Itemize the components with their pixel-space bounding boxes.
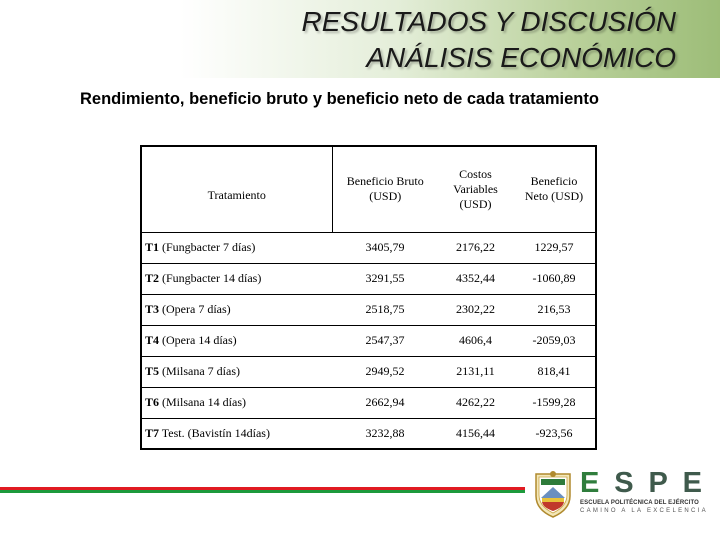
header-costos-line3: (USD): [459, 196, 492, 211]
cell-beneficio-neto: -2059,03: [513, 325, 596, 356]
cell-beneficio-neto: 818,41: [513, 356, 596, 387]
header-costos-line2: Variables: [453, 181, 498, 196]
treatment-name: (Opera 7 días): [159, 302, 231, 316]
header-beneficio-bruto-line1: Beneficio Bruto: [346, 174, 424, 189]
table-row: [141, 356, 596, 387]
row-treatment: [141, 263, 332, 294]
treatment-code: T3: [145, 302, 160, 316]
table-row: [141, 294, 596, 325]
espe-crest-icon: [532, 470, 574, 518]
wordmark-letter: S: [614, 467, 634, 499]
footer-green-stripe: [0, 490, 525, 493]
row-treatment: [141, 418, 332, 449]
header-beneficio-neto-line2: Neto (USD): [524, 189, 584, 204]
table-row: [141, 325, 596, 356]
espe-wordmark: [580, 468, 702, 498]
header-costos-variables: [438, 146, 513, 232]
treatment-code: T6: [145, 395, 160, 409]
row-treatment: [141, 325, 332, 356]
logo-institution-name: ESCUELA POLITÉCNICA DEL EJÉRCITO: [580, 500, 699, 506]
header-costos-line1: Costos: [459, 166, 492, 181]
table-row: [141, 387, 596, 418]
cell-costos-variables: 4156,44: [438, 418, 513, 449]
cell-beneficio-neto: -1060,89: [513, 263, 596, 294]
cell-beneficio-neto: 216,53: [513, 294, 596, 325]
cell-costos-variables: 4262,22: [438, 387, 513, 418]
page-title-line1: RESULTADOS Y DISCUSIÓN: [301, 6, 676, 37]
cell-beneficio-neto: -923,56: [513, 418, 596, 449]
treatment-code: T5: [145, 364, 160, 378]
header-tratamiento: [141, 146, 332, 232]
cell-beneficio-bruto: 3405,79: [332, 232, 438, 263]
treatment-name: (Milsana 7 días): [159, 364, 240, 378]
table-row: [141, 418, 596, 449]
cell-beneficio-neto: 1229,57: [513, 232, 596, 263]
wordmark-letter: P: [648, 467, 668, 499]
cell-costos-variables: 4352,44: [438, 263, 513, 294]
cell-beneficio-bruto: 3232,88: [332, 418, 438, 449]
treatment-name: (Fungbacter 7 días): [159, 240, 256, 254]
row-treatment: [141, 387, 332, 418]
economic-analysis-table: [140, 145, 597, 450]
espe-logo: [532, 467, 708, 520]
row-treatment: [141, 294, 332, 325]
header-beneficio-neto-line1: Beneficio: [530, 174, 578, 189]
cell-costos-variables: 4606,4: [438, 325, 513, 356]
treatment-code: T1: [145, 240, 160, 254]
header-tratamiento-label: Tratamiento: [207, 187, 266, 202]
header-beneficio-bruto: [332, 146, 438, 232]
treatment-name: (Opera 14 días): [159, 333, 237, 347]
cell-costos-variables: 2176,22: [438, 232, 513, 263]
treatment-name: Test. (Bavistín 14días): [159, 425, 270, 440]
treatment-code: T2: [145, 271, 160, 285]
cell-beneficio-bruto: 2547,37: [332, 325, 438, 356]
wordmark-letter: E: [580, 467, 600, 499]
table-row: [141, 232, 596, 263]
logo-motto: CAMINO A LA EXCELENCIA: [580, 508, 708, 514]
table-header-row: [141, 146, 596, 232]
header-beneficio-neto: [513, 146, 596, 232]
treatment-code: T4: [145, 333, 160, 347]
wordmark-letter: E: [682, 467, 702, 499]
treatment-name: (Milsana 14 días): [159, 395, 246, 409]
row-treatment: [141, 232, 332, 263]
header-beneficio-bruto-line2: (USD): [369, 189, 402, 204]
cell-costos-variables: 2302,22: [438, 294, 513, 325]
cell-beneficio-bruto: 2949,52: [332, 356, 438, 387]
cell-beneficio-bruto: 3291,55: [332, 263, 438, 294]
table-caption: Rendimiento, beneficio bruto y beneficio neto de cada tratamiento: [80, 90, 599, 108]
page-title-line2: ANÁLISIS ECONÓMICO: [366, 42, 676, 73]
cell-beneficio-bruto: 2518,75: [332, 294, 438, 325]
cell-costos-variables: 2131,11: [438, 356, 513, 387]
cell-beneficio-neto: -1599,28: [513, 387, 596, 418]
table-row: [141, 263, 596, 294]
treatment-name: (Fungbacter 14 días): [159, 271, 262, 285]
treatment-code: T7: [145, 425, 160, 440]
cell-beneficio-bruto: 2662,94: [332, 387, 438, 418]
row-treatment: [141, 356, 332, 387]
